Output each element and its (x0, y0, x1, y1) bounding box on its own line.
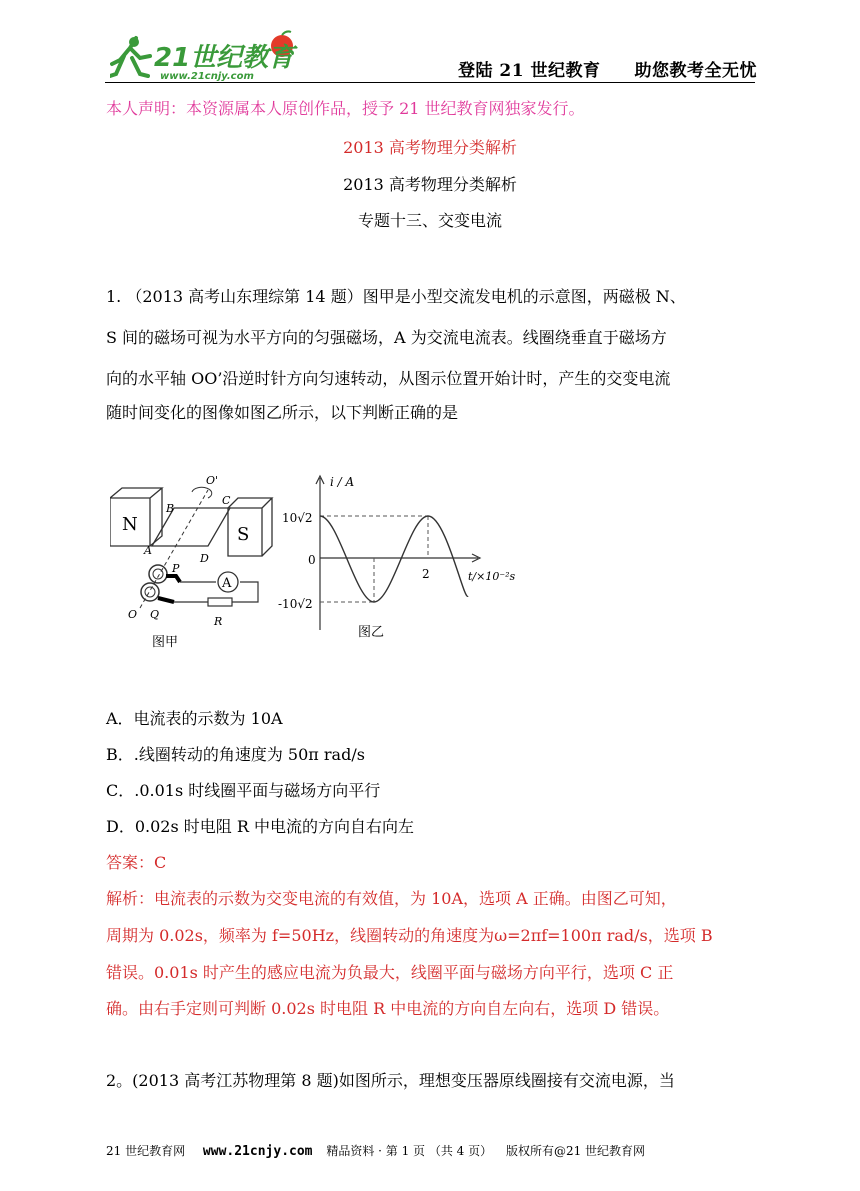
page-footer (106, 1142, 645, 1159)
option-c: C．.0.01s 时线圈平面与磁场方向平行 (106, 781, 381, 800)
q1-line-1: 1. （2013 高考山东理综第 14 题）图甲是小型交流发电机的示意图，两磁极 N、 (106, 287, 686, 306)
option-b: B．.线圈转动的角速度为 50π rad/s (106, 745, 365, 764)
answer: 答案：C (106, 853, 167, 872)
label-Q: Q (150, 608, 160, 621)
slogan-right: 助您教考全无忧 (634, 61, 757, 81)
footer-site: 21 世纪教育网 (106, 1144, 186, 1158)
label-P: P (172, 562, 180, 575)
x-axis-label: t/×10⁻²s (468, 570, 516, 583)
footer-url[interactable]: www.21cnjy.com (202, 1144, 313, 1159)
tick-top: 10√2 (282, 511, 313, 525)
caption-jia: 图甲 (152, 635, 179, 650)
label-A: A (144, 544, 152, 557)
analysis-line-3: 错误。0.01s 时产生的感应电流为负最大，线圈平面与磁场方向平行，选项 C 正 (106, 963, 674, 982)
header-divider (105, 82, 755, 83)
site-logo (110, 30, 310, 82)
label-O: O (128, 608, 138, 621)
figure-yi (278, 470, 548, 650)
analysis-line-4: 确。由右手定则可判断 0.02s 时电阻 R 中电流的方向自左向右，选项 D 错误。 (106, 999, 670, 1018)
label-S: S (237, 524, 250, 545)
title-main: 2013 高考物理分类解析 (343, 175, 517, 194)
label-N: N (122, 514, 138, 535)
title-topic: 专题十三、交变电流 (357, 211, 502, 230)
logo-text: 21世纪教育 (154, 43, 295, 73)
label-B: B (166, 502, 175, 515)
logo-url: www.21cnjy.com (160, 71, 254, 82)
analysis-line-2: 周期为 0.02s，频率为 f=50Hz，线圈转动的角速度为ω=2πf=100π rad/s，选项 B (106, 926, 713, 945)
q1-line-3: 向的水平轴 OO’沿逆时针方向匀速转动，从图示位置开始计时，产生的交变电流 (106, 369, 671, 388)
label-D: D (200, 552, 209, 565)
analysis-line-1: 解析：电流表的示数为交变电流的有效值，为 10A，选项 A 正确。由图乙可知， (106, 889, 677, 908)
label-C: C (222, 494, 231, 507)
slogan-left: 登陆 21 世纪教育 (458, 61, 601, 81)
y-axis-label: i / A (330, 475, 355, 489)
option-a: A．电流表的示数为 10A (106, 709, 283, 728)
ammeter-label: A (222, 576, 232, 591)
q1-line-2: S 间的磁场可视为水平方向的匀强磁场，A 为交流电流表。线圈绕垂直于磁场方 (106, 328, 667, 347)
header-slogan (458, 56, 757, 81)
option-d: D．0.02s 时电阻 R 中电流的方向自右向左 (106, 817, 414, 836)
label-R: R (214, 615, 223, 628)
figure-jia (110, 468, 280, 653)
q1-line-4: 随时间变化的图像如图乙所示，以下判断正确的是 (106, 403, 459, 422)
tick-bottom: -10√2 (278, 597, 313, 611)
caption-yi: 图乙 (358, 625, 385, 640)
footer-copyright: 版权所有@21 世纪教育网 (505, 1144, 646, 1158)
title-red: 2013 高考物理分类解析 (343, 138, 517, 157)
tick-zero: 0 (308, 553, 316, 567)
footer-page: 精品资料 · 第 1 页 （共 4 页） (326, 1144, 493, 1158)
label-O-prime: O' (206, 474, 219, 487)
copyright-statement: 本人声明：本资源属本人原创作品，授予 21 世纪教育网独家发行。 (106, 99, 585, 118)
tick-x: 2 (422, 567, 430, 581)
q2-line-1: 2。(2013 高考江苏物理第 8 题)如图所示，理想变压器原线圈接有交流电源，当 (106, 1071, 675, 1090)
